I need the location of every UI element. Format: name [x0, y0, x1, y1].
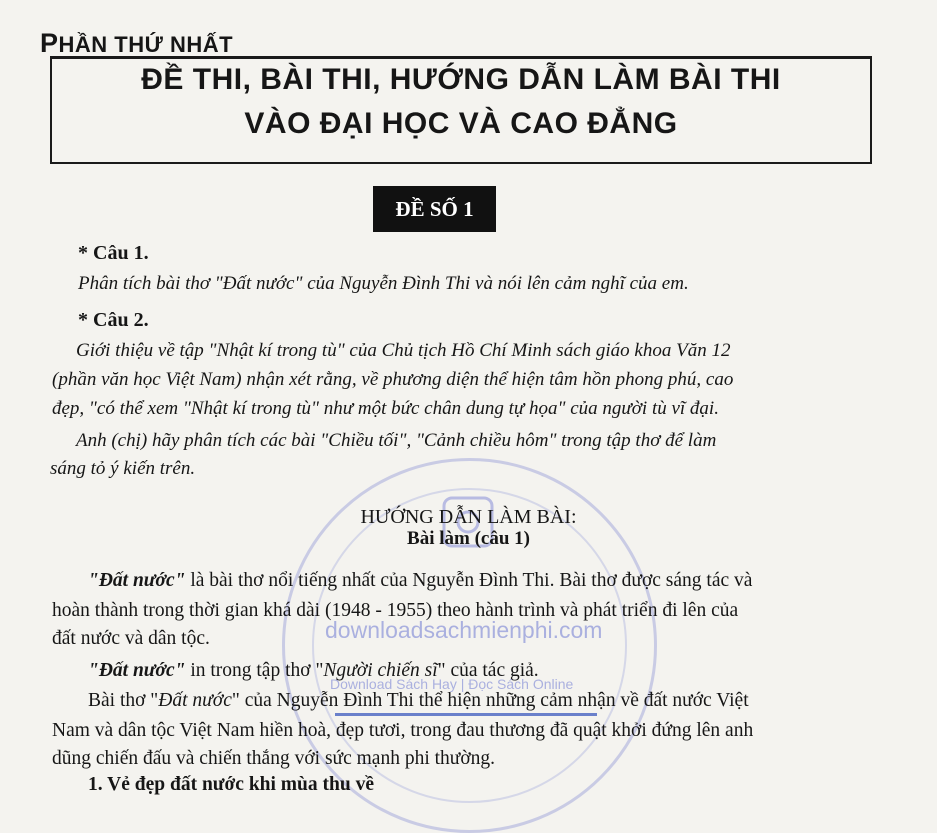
poem-title-2: "Đất nước"	[88, 660, 186, 681]
question-2-line-3: đẹp, "có thể xem "Nhật kí trong tù" như một bức chân dung tự họa" của người tù vĩ đại.	[52, 398, 719, 419]
poem-title: "Đất nước"	[88, 570, 186, 591]
paragraph-1-line-1-text: là bài thơ nổi tiếng nhất của Nguyễn Đình Thi. Bài thơ được sáng tác và	[185, 570, 753, 591]
part-heading	[40, 28, 233, 59]
guide-subheading: Bài làm (câu 1)	[407, 528, 530, 549]
paragraph-1-line-3: đất nước và dân tộc.	[52, 628, 210, 649]
paragraph-3-line-3: dũng chiến đấu và chiến thắng với sức mạnh phi thường.	[52, 748, 496, 769]
question-2-line-4: Anh (chị) hãy phân tích các bài "Chiều tối", "Cảnh chiều hôm" trong tập thơ để làm	[76, 430, 717, 451]
question-2-line-5: sáng tỏ ý kiến trên.	[50, 458, 196, 479]
title-line-2: VÀO ĐẠI HỌC VÀ CAO ĐẲNG	[244, 107, 678, 140]
question-2-label: * Câu 2.	[78, 309, 149, 331]
paragraph-1-line-1	[88, 570, 752, 592]
title-box	[50, 56, 872, 164]
question-2-line-1: Giới thiệu về tập "Nhật kí trong tù" của Chủ tịch Hồ Chí Minh sách giáo khoa Văn 12	[76, 340, 731, 361]
title-line-1: ĐỀ THI, BÀI THI, HƯỚNG DẪN LÀM BÀI THI	[141, 63, 781, 96]
paragraph-1-line-2: hoàn thành trong thời gian khá dài (1948 - 1955) theo hành trình và phát triển đi lên của	[52, 600, 739, 621]
collection-title: Người chiến sĩ	[323, 660, 438, 681]
paragraph-2-mid: in trong tập thơ "	[185, 660, 324, 681]
part-heading-initial: P	[40, 28, 59, 58]
paragraph-3-start: Bài thơ "	[88, 690, 159, 711]
paragraph-2-end: " của tác giả.	[437, 660, 539, 681]
ink-underline	[335, 713, 597, 716]
section-1-heading: 1. Vẻ đẹp đất nước khi mùa thu về	[88, 774, 374, 795]
watermark-tagline: Download Sách Hay | Đọc Sách Online	[330, 676, 574, 692]
paragraph-3-line-1-text: " của Nguyễn Đình Thi thể hiện những cảm nhận về đất nước Việt	[231, 690, 749, 711]
paragraph-3-line-1	[88, 690, 749, 712]
watermark-site: downloadsachmienphi.com	[325, 617, 603, 643]
question-1-text: Phân tích bài thơ "Đất nước" của Nguyễn Đình Thi và nói lên cảm nghĩ của em.	[78, 273, 689, 294]
exam-number-label: ĐỀ SỐ 1	[373, 186, 496, 232]
question-2-line-2: (phần văn học Việt Nam) nhận xét rằng, về phương diện thể hiện tâm hồn phong phú, cao	[52, 369, 734, 390]
poem-title-3: Đất nước	[158, 690, 232, 711]
paragraph-3-line-2: Nam và dân tộc Việt Nam hiền hoà, đẹp tươi, trong đau thương đã quật khởi đứng lên anh	[52, 720, 754, 741]
part-heading-rest: HẦN THỨ NHẤT	[58, 32, 234, 57]
guide-heading: HƯỚNG DẪN LÀM BÀI:	[360, 506, 577, 528]
question-1-label: * Câu 1.	[78, 242, 149, 264]
